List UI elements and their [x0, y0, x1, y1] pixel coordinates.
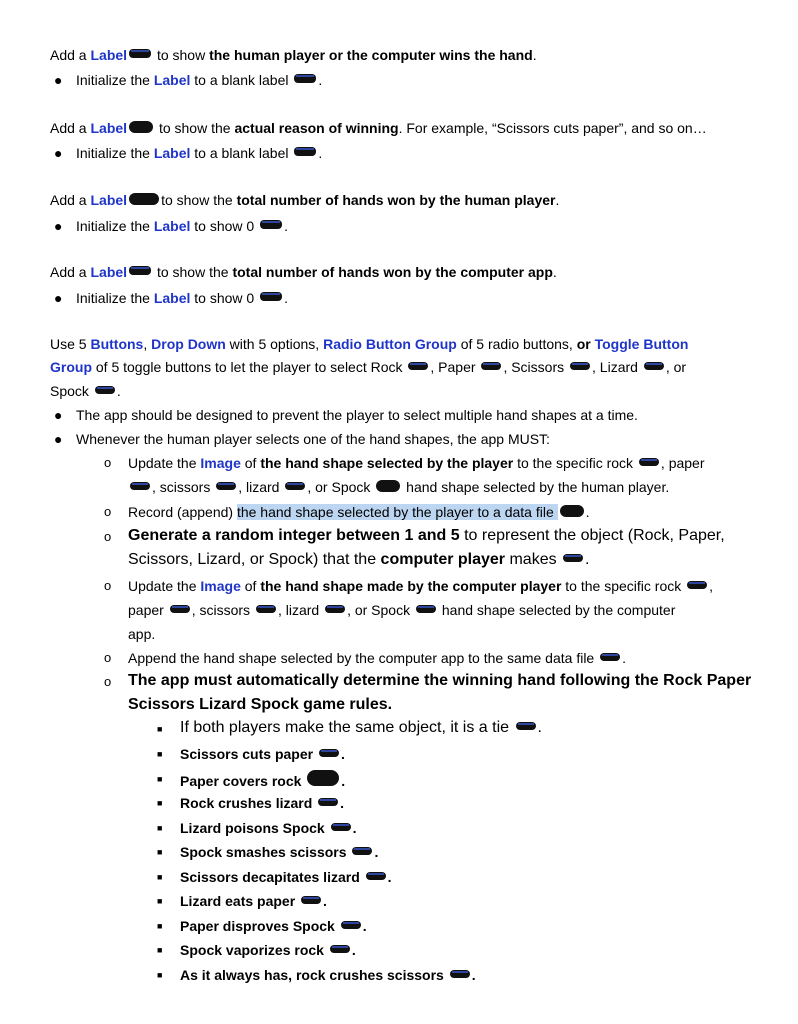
square-bullet: ■	[157, 774, 163, 784]
points-mark	[330, 945, 350, 953]
rule-item: As it always has, rock crushes scissors .	[180, 967, 476, 983]
points-mark	[129, 193, 159, 205]
sub-f-line1: The app must automatically determine the winning hand following the Rock Paper	[128, 672, 752, 689]
s1-heading: Add a Label to show the human player or the computer wins the hand.	[50, 47, 537, 63]
sub-f-line2: Scissors Lizard Spock game rules.	[128, 696, 393, 713]
circle-bullet: o	[104, 529, 112, 544]
s5-line3: Spock .	[50, 383, 121, 399]
points-mark	[352, 847, 372, 855]
sub-d-line2: paper , scissors , lizard , or Spock hand shape selected by the computer	[128, 602, 676, 618]
square-bullet: ■	[157, 749, 163, 759]
sub-b-line1: Record (append) the hand shape selected by the player to a data file .	[128, 504, 590, 520]
square-bullet: ■	[157, 823, 163, 833]
points-mark	[325, 605, 345, 613]
points-mark	[560, 505, 584, 517]
points-mark	[331, 823, 351, 831]
points-mark	[129, 121, 153, 133]
bullet-dot: ●	[54, 145, 63, 161]
points-mark	[481, 362, 501, 370]
s1-bullet: Initialize the Label to a blank label .	[76, 72, 323, 88]
points-mark	[450, 970, 470, 978]
points-mark	[570, 362, 590, 370]
s5-line1: Use 5 Buttons, Drop Down with 5 options, Radio Button Group of 5 radio buttons, or Toggle Button	[50, 336, 689, 352]
s4-bullet: Initialize the Label to show 0 .	[76, 290, 288, 306]
bullet-dot: ●	[54, 290, 63, 306]
highlighted-text: the hand shape selected by the player to a data file	[236, 504, 558, 520]
points-mark	[341, 921, 361, 929]
points-mark	[416, 605, 436, 613]
sub-c-line1: Generate a random integer between 1 and 5 to represent the object (Rock, Paper,	[128, 527, 725, 544]
bullet-dot: ●	[54, 72, 63, 88]
points-mark	[294, 147, 316, 156]
rule-tie: If both players make the same object, it is a tie .	[180, 719, 542, 736]
points-mark	[516, 722, 536, 730]
rule-item: Paper covers rock .	[180, 770, 345, 790]
points-mark	[260, 292, 282, 301]
square-bullet: ■	[157, 945, 163, 955]
points-mark	[307, 770, 339, 786]
circle-bullet: o	[104, 504, 112, 519]
points-mark	[563, 554, 583, 562]
square-bullet: ■	[157, 872, 163, 882]
square-bullet: ■	[157, 921, 163, 931]
s5-line2: Group of 5 toggle buttons to let the player to select Rock , Paper , Scissors , Lizard , or	[50, 359, 687, 375]
square-bullet: ■	[157, 798, 163, 808]
points-mark	[260, 220, 282, 229]
points-mark	[376, 480, 400, 492]
sub-e-line1: Append the hand shape selected by the computer app to the same data file .	[128, 650, 626, 666]
square-bullet: ■	[157, 724, 163, 734]
points-mark	[639, 458, 659, 466]
bullet-dot: ●	[54, 431, 63, 447]
rule-item: Paper disproves Spock .	[180, 918, 367, 934]
points-mark	[644, 362, 664, 370]
points-mark	[600, 653, 620, 661]
rule-item: Scissors cuts paper .	[180, 746, 345, 762]
s3-bullet: Initialize the Label to show 0 .	[76, 218, 288, 234]
square-bullet: ■	[157, 896, 163, 906]
bullet-dot: ●	[54, 218, 63, 234]
points-mark	[216, 482, 236, 490]
sub-d-line3: app.	[128, 626, 156, 642]
sub-c-line2: Scissors, Lizard, or Spock) that the computer player makes .	[128, 551, 590, 568]
rule-item: Lizard eats paper .	[180, 893, 327, 909]
rule-item: Lizard poisons Spock .	[180, 820, 357, 836]
s2-heading: Add a Label to show the actual reason of winning. For example, “Scissors cuts paper”, and so on…	[50, 120, 707, 136]
points-mark	[130, 482, 150, 490]
rule-item: Spock smashes scissors .	[180, 844, 379, 860]
points-mark	[170, 605, 190, 613]
rule-item: Rock crushes lizard .	[180, 795, 345, 811]
points-mark	[285, 482, 305, 490]
s2-bullet: Initialize the Label to a blank label .	[76, 145, 323, 161]
s5-bullet-1: The app should be designed to prevent the player to select multiple hand shapes at a time.	[76, 407, 638, 423]
sub-d-line1: Update the Image of the hand shape made by the computer player to the specific rock ,	[128, 578, 714, 594]
s4-heading: Add a Label to show the total number of hands won by the computer app.	[50, 264, 557, 280]
square-bullet: ■	[157, 970, 163, 980]
points-mark	[319, 749, 339, 757]
bullet-dot: ●	[54, 407, 63, 423]
circle-bullet: o	[104, 650, 112, 665]
points-mark	[256, 605, 276, 613]
circle-bullet: o	[104, 455, 112, 470]
label-keyword: Label	[90, 47, 128, 63]
s5-bullet-2: Whenever the human player selects one of the hand shapes, the app MUST:	[76, 431, 550, 447]
sub-a-line1: Update the Image of the hand shape selected by the player to the specific rock , paper	[128, 455, 705, 471]
points-mark	[294, 74, 316, 83]
points-mark	[95, 386, 115, 394]
circle-bullet: o	[104, 578, 112, 593]
sub-a-line2: , scissors , lizard , or Spock hand shape selected by the human player.	[128, 478, 669, 496]
rule-item: Scissors decapitates lizard .	[180, 869, 392, 885]
points-mark	[687, 581, 707, 589]
points-mark	[318, 798, 338, 806]
rule-item: Spock vaporizes rock .	[180, 942, 356, 958]
points-mark	[129, 49, 151, 58]
points-mark	[408, 362, 428, 370]
points-mark	[301, 896, 321, 904]
square-bullet: ■	[157, 847, 163, 857]
circle-bullet: o	[104, 674, 112, 689]
points-mark	[366, 872, 386, 880]
points-mark	[129, 266, 151, 275]
s3-heading: Add a Label to show the total number of hands won by the human player.	[50, 192, 560, 208]
